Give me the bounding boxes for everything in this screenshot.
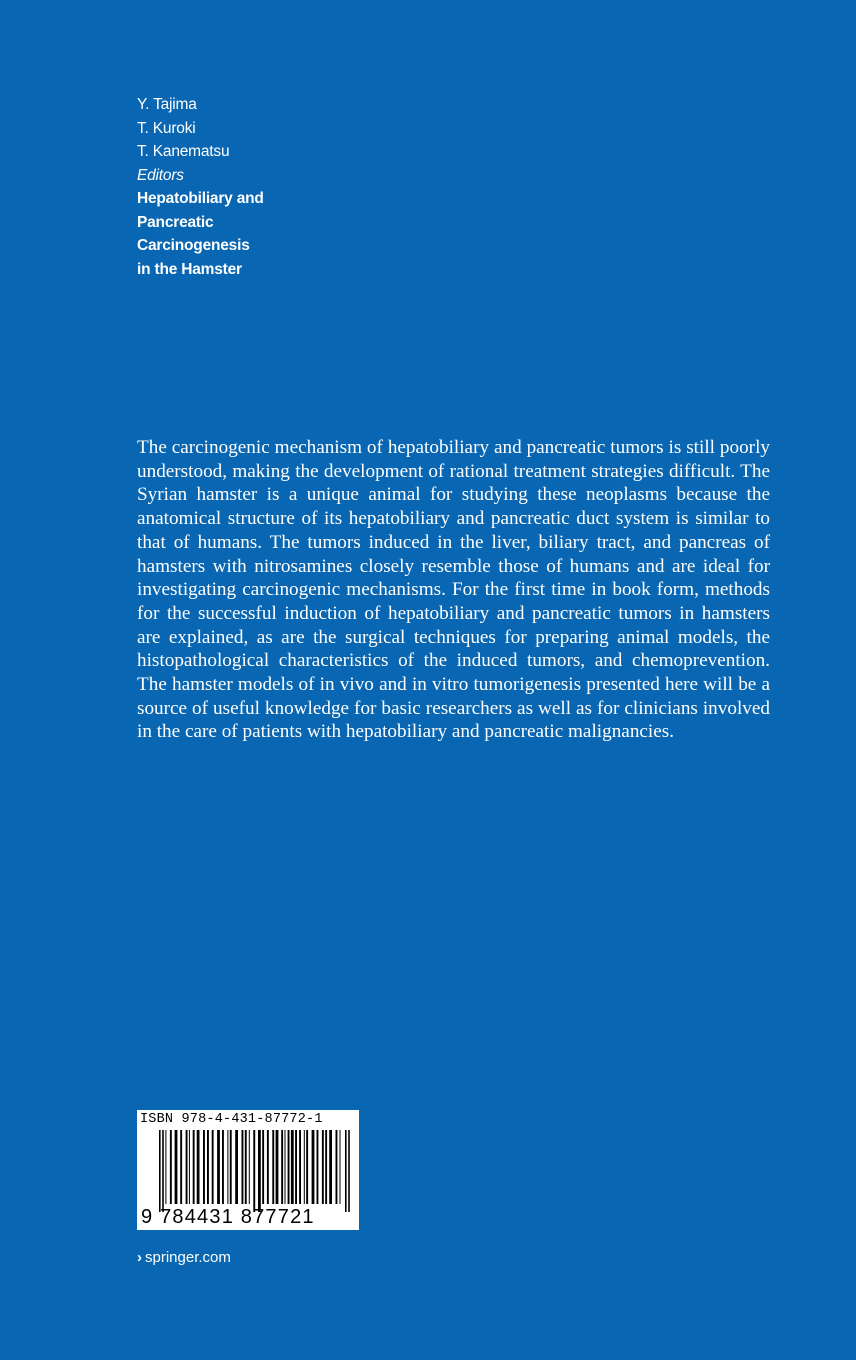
website-link[interactable]: springer.com — [145, 1249, 231, 1266]
barcode-bar — [295, 1130, 297, 1204]
barcode-bar — [281, 1130, 283, 1204]
barcode-bar — [170, 1130, 172, 1204]
barcode-bar — [222, 1130, 224, 1204]
barcode-bar — [336, 1130, 338, 1204]
book-description: The carcinogenic mechanism of hepatobiliary and pancreatic tumors is still poorly understood, making the development of rational treatment strategies difficult. The Syrian hamster is a unique animal for studying these neoplasms because the anatomical structure of its hepatobiliary and pancreatic duct system is similar to that of humans. The tumors induced in the liver, biliary tract, and pancreas of hamsters with nitrosamines closely resemble those of humans and are ideal for investigating carcinogenic mechanisms. For the first time in book form, methods for the successful induction of hepatobiliary and pancreatic tumors in hamsters are explained, as are the surgical techniques for preparing animal models, the histopathological characteristics of the induced tumors, and chemoprevention. The hamster models of in vivo and in vitro tumorigenesis presented here will be a source of useful knowledge for basic researchers as well as for clinicians involved in the care of patients with hepatobiliary and pancreatic malignancies. — [137, 437, 770, 743]
barcode-bar — [306, 1130, 308, 1204]
editors-block — [137, 93, 437, 281]
barcode-bar — [348, 1130, 350, 1212]
barcode-bar — [212, 1130, 214, 1204]
barcode-digits: 9 784431 877721 — [141, 1206, 315, 1228]
barcode-bar — [322, 1130, 324, 1204]
barcode-bar — [258, 1130, 261, 1212]
barcode-bar — [312, 1130, 315, 1204]
barcode-bar — [217, 1130, 220, 1204]
barcode-bar — [345, 1130, 347, 1212]
barcode-bar — [262, 1130, 264, 1204]
barcode-bar — [165, 1130, 166, 1204]
barcode-bar — [197, 1130, 200, 1204]
barcode-bar — [288, 1130, 290, 1204]
barcode-bar — [317, 1130, 319, 1204]
barcode-bar — [189, 1130, 190, 1204]
editor-name: T. Kuroki — [137, 119, 196, 137]
editor-name: Y. Tajima — [137, 96, 197, 113]
barcode-bar — [207, 1130, 209, 1204]
book-title-line: in the Hamster — [137, 260, 242, 278]
barcode-bar — [276, 1130, 279, 1204]
barcode-bar — [162, 1130, 164, 1212]
barcode-bar — [304, 1130, 305, 1204]
book-title-line: Carcinogenesis — [137, 237, 250, 254]
book-title-line: Pancreatic — [137, 213, 214, 231]
barcode-bar — [242, 1130, 244, 1204]
barcode-bar — [180, 1130, 182, 1204]
barcode-bar — [186, 1130, 188, 1204]
barcode-bar — [249, 1130, 250, 1204]
publisher-website[interactable] — [137, 1248, 231, 1268]
editors-label: Editors — [137, 166, 184, 184]
barcode-bar — [285, 1130, 286, 1204]
barcode-bar — [267, 1130, 269, 1204]
barcode-bar — [245, 1130, 247, 1204]
book-title-line: Hepatobiliary and — [137, 190, 264, 207]
isbn-barcode — [137, 1110, 359, 1230]
barcode-bar — [272, 1130, 274, 1204]
barcode-bar — [159, 1130, 161, 1212]
isbn-label: ISBN 978-4-431-87772-1 — [140, 1112, 323, 1127]
barcode-bar — [253, 1130, 255, 1212]
barcode-bar — [175, 1130, 178, 1204]
barcode-bar — [299, 1130, 301, 1204]
barcode-bar — [329, 1130, 332, 1204]
barcode-bar — [325, 1130, 327, 1204]
barcode-bar — [203, 1130, 205, 1204]
barcode-bar — [227, 1130, 228, 1204]
barcode-bar — [235, 1130, 238, 1204]
barcode-bar — [291, 1130, 294, 1204]
barcode-bar — [340, 1130, 341, 1204]
barcode-bar — [230, 1130, 232, 1204]
barcode-bar — [193, 1130, 195, 1204]
editor-name: T. Kanematsu — [137, 143, 230, 160]
chevron-right-icon: › — [137, 1249, 142, 1266]
